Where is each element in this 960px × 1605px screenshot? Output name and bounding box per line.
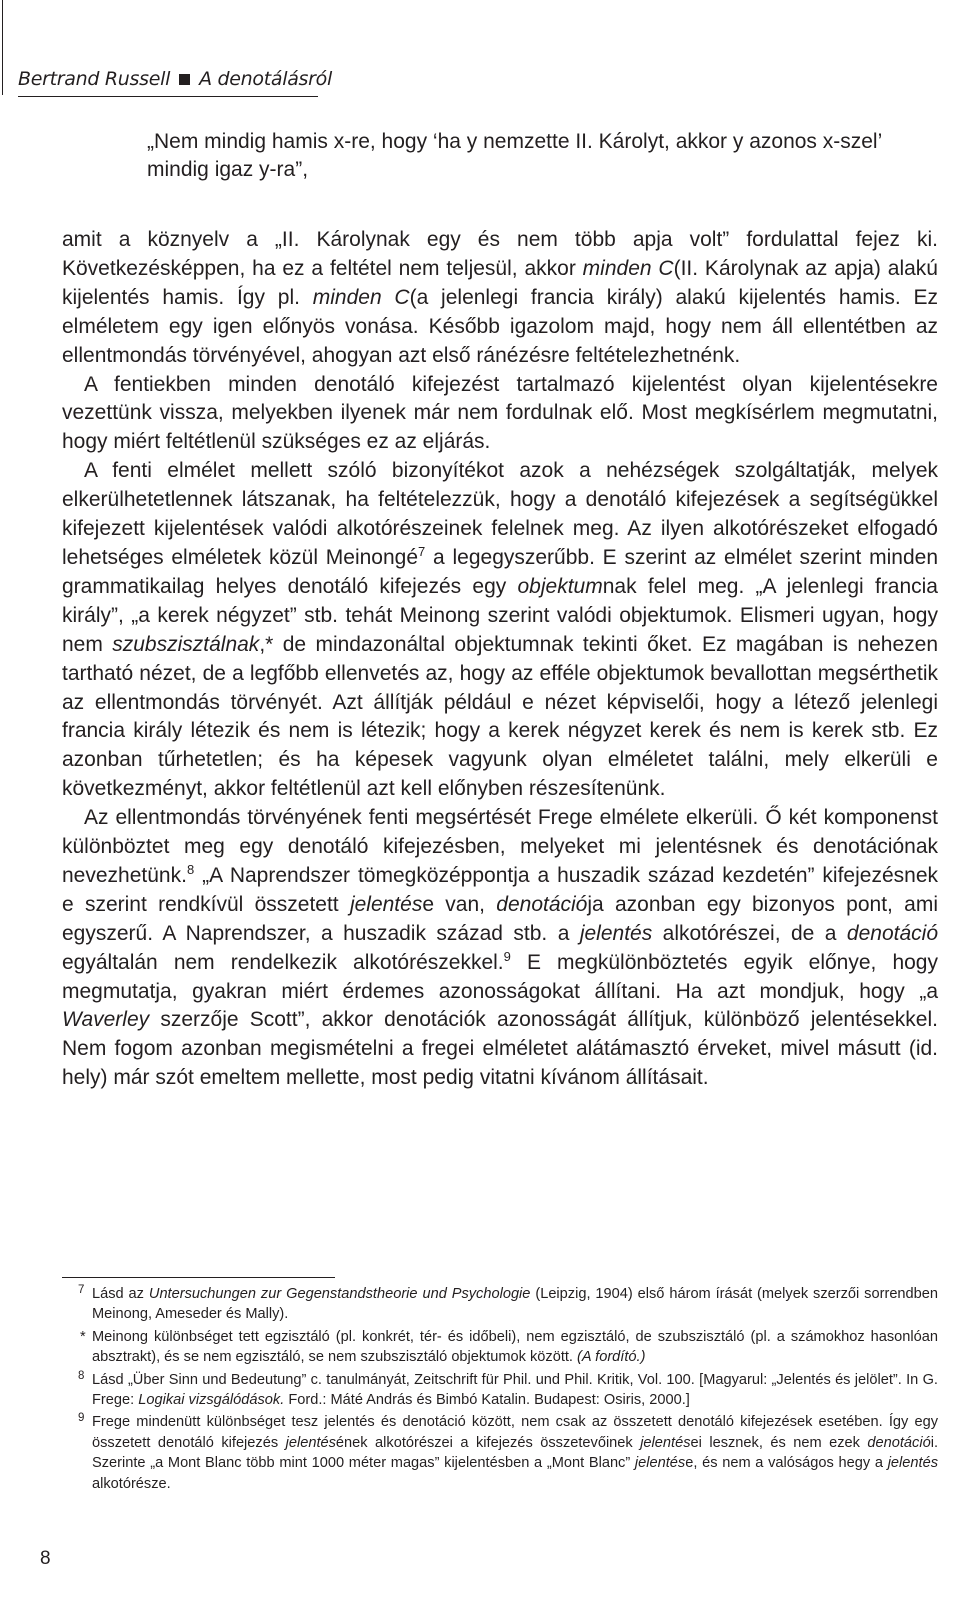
margin-rule bbox=[2, 0, 3, 95]
p3-text-d: nak felel meg. „A jelenlegi francia király”, „a kerek négyzet” stb. tehát Meinong szerint valódi objektumok. Elismeri ugyan, hogy nem bbox=[62, 574, 938, 656]
p4-text-d: e van, bbox=[422, 892, 497, 916]
block-quote bbox=[147, 128, 937, 184]
footnotes bbox=[62, 1284, 938, 1496]
p3-text-a: A fenti elmélet mellett szóló bizonyítékot azok a nehézségek szolgáltatják, melyek elkerülhetetlennek látszanak, ha feltételezzük, hogy a denotáló kifejezések a segítségükkel kifejezett kijelentések valódi alkotórészeinek felelnek meg. Az ilyen alkotórészeket elfogadó lehetséges elméletek közül Meinongé bbox=[62, 459, 938, 569]
footnote-7 bbox=[62, 1284, 938, 1325]
header-author: Bertrand Russell bbox=[18, 68, 171, 90]
p3-text-b: a legegyszerűbb. E szerint az elmélet szerint minden grammatikailag helyes denotáló kifejezés egy bbox=[62, 545, 938, 598]
p3-text-c: objektum bbox=[517, 574, 603, 598]
p4-text-g: jelentés bbox=[579, 921, 653, 945]
p3-text-f: ,* de mindazonáltal objektumnak tekinti őket. Ez magában is nehezen tartható nézet, de a legfőbb ellenvetés az, hogy az efféle objektumok bevallottan megsérthetik az ellentmondás törvényét. Azt állítják például e nézet képviselői, hogy a létező jelenlegi francia király létezik és nem is létezik; hogy a kerek négyzet kerek és nem is kerek stb. Ez azonban tűrhetetlen; és ha képesek vagyunk olyan elméletet találni, mely elkerüli e következményt, akkor feltétlenül azt kell előnyben részesítenünk. bbox=[62, 632, 939, 801]
page-number: 8 bbox=[40, 1548, 51, 1569]
body-text bbox=[62, 226, 938, 1093]
p4-text-l: Waverley bbox=[62, 1008, 150, 1032]
fnstar-text-b: (A fordító.) bbox=[577, 1349, 646, 1366]
fn9-text-i: e, és nem a valóságos hegy a bbox=[685, 1455, 888, 1472]
fn9-text-j: jelentés bbox=[887, 1455, 938, 1472]
p4-text-c: jelentés bbox=[349, 892, 423, 916]
fn7-text-c: (Leipzig, 1904) első három írását (melyek szerzői sorrendben Meinong, Ameseder és Mally). bbox=[92, 1286, 939, 1323]
p4-text-k: E megkülönböztetés egyik előnye, hogy megmutatja, gyakran miért érdemes azonosságokat állítani. Ha azt mondjuk, hogy „a bbox=[62, 950, 938, 1003]
fn9-text-f: denotáció bbox=[867, 1434, 931, 1451]
paragraph-2 bbox=[62, 371, 938, 458]
p4-text-b: „A Naprendszer tömegközéppontja a huszadik század kezdetén” kifejezésnek e szerint rendkívül összetett bbox=[62, 863, 938, 916]
footnote-separator bbox=[62, 1277, 335, 1278]
fn9-text-h: jelentés bbox=[634, 1455, 686, 1472]
footnote-9-mark: 9 bbox=[78, 1412, 85, 1425]
footnote-9 bbox=[62, 1412, 938, 1494]
fn9-text-b: jelentés bbox=[285, 1434, 336, 1451]
p4-text-e: denotáció bbox=[496, 892, 588, 916]
p4-text-m: szerzője Scott”, akkor denotációk azonosságát állítjuk, különböző jelentésekkel. Nem fogom azonban megismételni a fregei elméletet alátámasztó érveket, mivel másutt (id. hely) már szót emeltem mellette, most pedig vitatni kívánom állításait. bbox=[62, 1008, 938, 1090]
fn9-text-d: jelentés bbox=[640, 1434, 691, 1451]
p1-text-e: (a jelenlegi francia király) alakú kijelentés hamis. Ez elméletem egy igen előnyös vonása. Később igazolom majd, hogy nem áll ellentétben az ellentmondás törvényével, ahogyan azt első ránézésre feltételezhetnénk. bbox=[62, 285, 938, 367]
p4-text-f: ja azonban egy bizonyos pont, ami egyszerű. A Naprendszer, a huszadik század stb. a bbox=[62, 892, 938, 945]
fn9-text-c: ének alkotórészei a kifejezés összetevőinek bbox=[335, 1434, 641, 1451]
p4-text-j: egyáltalán nem rendelkezik alkotórészekkel. bbox=[62, 950, 504, 974]
paragraph-4 bbox=[62, 804, 938, 1093]
paragraph-3 bbox=[62, 457, 938, 804]
footnote-7-mark: 7 bbox=[78, 1284, 85, 1296]
p4-text-i: denotáció bbox=[846, 921, 938, 945]
fn9-text-a: Frege mindenütt különbséget tesz jelentés és denotáció között, nem csak az összetett denotáló kifejezések esetében. Így egy összetett denotáló kifejezés bbox=[92, 1414, 938, 1451]
fn7-text-a: Lásd az bbox=[92, 1286, 149, 1302]
footnote-ref-8[interactable]: 8 bbox=[186, 861, 195, 877]
fn7-text-b: Untersuchungen zur Gegenstandstheorie und Psychologie bbox=[148, 1286, 531, 1302]
fn9-text-e: ei lesznek, és nem ezek bbox=[690, 1434, 868, 1451]
fn9-text-k: alkotórésze. bbox=[92, 1475, 171, 1492]
quote-text: „Nem mindig hamis x-re, hogy ‘ha y nemzette II. Károlyt, akkor y azonos x-szel’ mindig igaz y-ra”, bbox=[147, 130, 882, 181]
square-bullet-icon bbox=[179, 74, 190, 85]
p1-text-d: minden C bbox=[312, 285, 410, 309]
footnote-8-mark: 8 bbox=[78, 1369, 85, 1382]
fn8-text-c: Ford.: Máté András és Bimbó Katalin. Budapest: Osiris, 2000.] bbox=[284, 1392, 690, 1409]
footnote-star bbox=[62, 1327, 938, 1368]
p1-text-c: (II. Károlynak az apja) alakú kijelentés hamis. Így pl. bbox=[62, 256, 938, 309]
footnote-ref-7[interactable]: 7 bbox=[418, 543, 426, 559]
p4-text-a: Az ellentmondás törvényének fenti megsértését Frege elmélete elkerüli. Ő két komponenst különböztet meg egy denotáló kifejezésben, melyeket mi jelentésnek és denotációnak nevezhetünk. bbox=[62, 806, 938, 887]
fn8-text-a: Lásd „Über Sinn und Bedeutung” c. tanulmányát, Zeitschrift für Phil. und Phil. Kritik, Vol. 100. [Magyarul: „Jelentés és jelölet”. In G. Frege: bbox=[92, 1371, 938, 1409]
p1-text-a: amit a köznyelv a „II. Károlynak egy és nem több apja volt” fordulattal fejez ki. Következésképpen, ha ez a feltétel nem teljesül, akkor bbox=[62, 228, 938, 280]
running-header bbox=[18, 62, 332, 97]
fn8-text-b: Logikai vizsgálódások. bbox=[138, 1392, 285, 1409]
p3-text-e: szubszisztálnak bbox=[112, 632, 260, 656]
p1-text-b: minden C bbox=[582, 256, 674, 280]
footnote-star-mark: * bbox=[80, 1328, 86, 1345]
header-title: A denotálásról bbox=[199, 68, 332, 90]
paragraph-1 bbox=[62, 226, 938, 371]
p2-text: A fentiekben minden denotáló kifejezést tartalmazó kijelentést olyan kijelentésekre vezettünk vissza, melyekben ilyenek már nem fordulnak elő. Most megkísérlem megmutatni, hogy miért feltétlenül szükséges ez az eljárás. bbox=[62, 372, 938, 454]
p4-text-h: alkotórészei, de a bbox=[652, 921, 847, 945]
fn9-text-g: i. Szerinte „a Mont Blanc több mint 1000 méter magas” kijelentésben a „Mont Blanc” bbox=[92, 1434, 938, 1472]
footnote-ref-9[interactable]: 9 bbox=[503, 948, 511, 964]
footnote-8 bbox=[62, 1370, 938, 1411]
fnstar-text-a: Meinong különbséget tett egzisztáló (pl. konkrét, tér- és időbeli), nem egzisztáló, de szubszisztáló (pl. a számokhoz hasonlóan absztrakt), és se nem egzisztáló, se nem szubszisztáló objektumok között. bbox=[92, 1328, 938, 1366]
